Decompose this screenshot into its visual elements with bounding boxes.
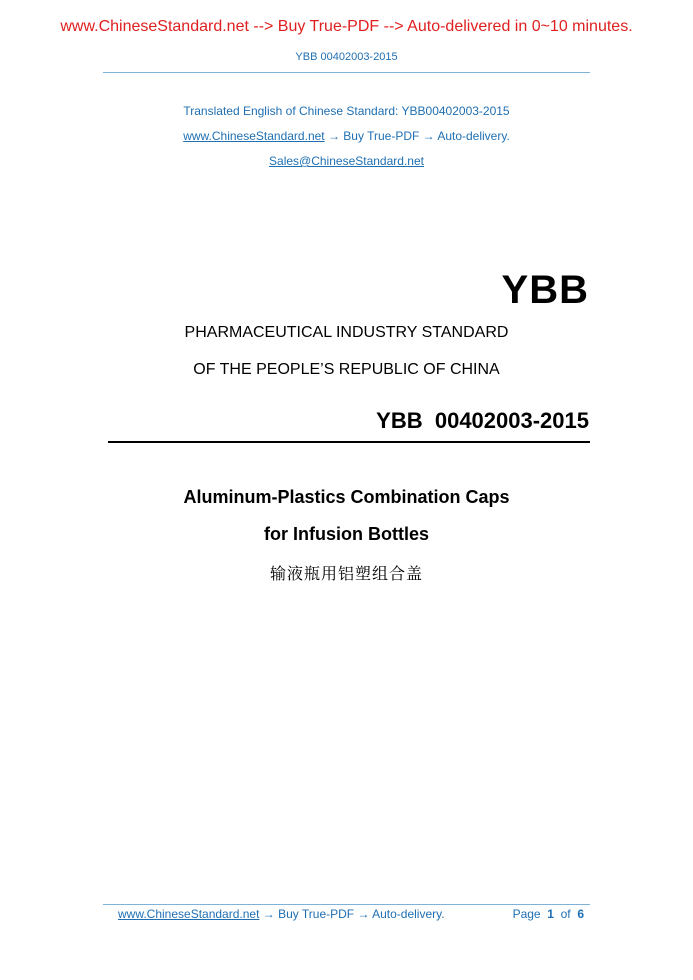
- standard-type-line-2: OF THE PEOPLE’S REPUBLIC OF CHINA: [193, 361, 500, 378]
- translation-note: Translated English of Chinese Standard: YBB00402003-2015: [183, 104, 510, 118]
- sales-email-link[interactable]: Sales@ChineseStandard.net: [269, 154, 424, 168]
- standard-number-divider: [108, 441, 590, 443]
- purchase-text: → Buy True-PDF → Auto-delivery.: [324, 129, 510, 143]
- footer-purchase-text: → Buy True-PDF → Auto-delivery.: [259, 907, 445, 921]
- document-title-line-2: for Infusion Bottles: [264, 524, 429, 544]
- page-total: 6: [577, 907, 584, 921]
- ybb-logo-text: YBB: [501, 268, 589, 312]
- page-label: Page: [512, 907, 541, 921]
- footer-divider: [103, 904, 590, 905]
- page-indicator: [513, 907, 584, 921]
- header-divider: [103, 72, 590, 73]
- document-title-chinese: 输液瓶用铝塑组合盖: [269, 564, 423, 583]
- footer-purchase-line: [118, 907, 445, 921]
- sales-email-line: [0, 154, 693, 168]
- page-number: 1: [547, 907, 554, 921]
- standard-number: YBB 00402003-2015: [376, 408, 589, 433]
- footer-website-link[interactable]: www.ChineseStandard.net: [118, 907, 260, 921]
- translation-purchase-line: [0, 129, 693, 143]
- website-link[interactable]: www.ChineseStandard.net: [183, 129, 325, 143]
- document-title-line-1: Aluminum-Plastics Combination Caps: [183, 487, 510, 507]
- page-of-label: of: [560, 907, 571, 921]
- standard-type-line-1: PHARMACEUTICAL INDUSTRY STANDARD: [184, 324, 509, 341]
- top-banner[interactable]: www.ChineseStandard.net --> Buy True-PDF --> Auto-delivered in 0~10 minutes.: [60, 18, 633, 35]
- header-standard-code: YBB 00402003-2015: [295, 51, 398, 63]
